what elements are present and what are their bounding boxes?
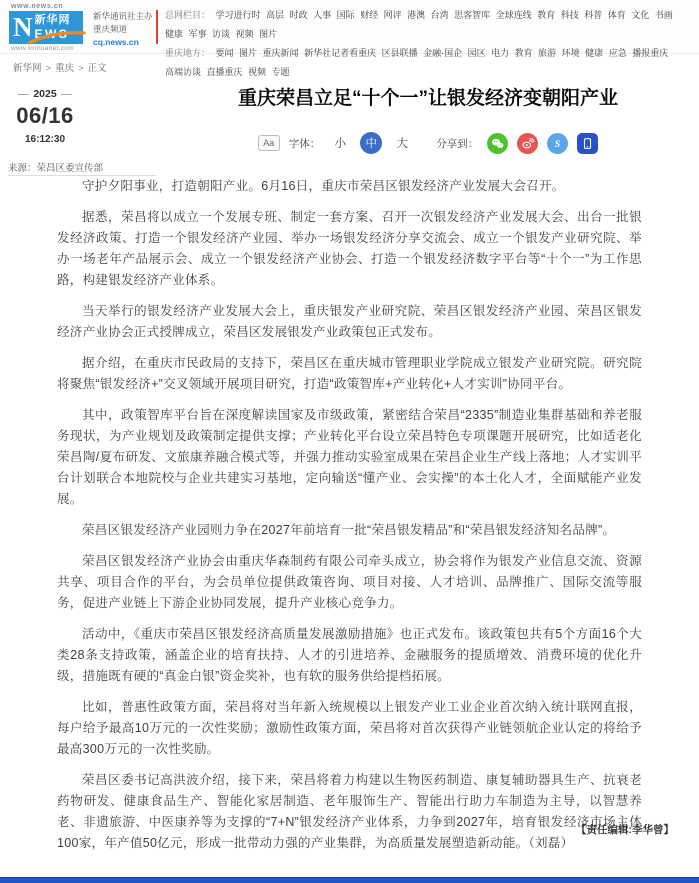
nav-link[interactable]: 图片 — [259, 29, 278, 39]
bottom-bar — [0, 877, 699, 883]
nav-link[interactable]: 新华社记者看重庆 — [304, 48, 377, 58]
nav-link[interactable]: 旅游 — [538, 48, 557, 58]
org-line2: 重庆频道 — [93, 24, 128, 34]
douyin-share-icon[interactable] — [547, 133, 568, 154]
nav-link[interactable]: 台湾 — [430, 10, 449, 20]
nav-link[interactable]: 高端访谈 — [165, 67, 202, 77]
nav-link[interactable]: 重庆新闻 — [262, 48, 299, 58]
publish-time: 16:12:30 — [24, 134, 66, 145]
nav-link[interactable]: 学习进行时 — [215, 10, 261, 20]
nav-link[interactable]: 访谈 — [212, 29, 231, 39]
logo-bottom-url: www.xinhuanet.com — [11, 45, 74, 52]
breadcrumb-home[interactable]: 新华网 — [13, 63, 42, 74]
nav-link[interactable]: 港澳 — [407, 10, 426, 20]
breadcrumb-separator: > — [45, 63, 52, 74]
nav-link[interactable]: 金融·国企 — [423, 48, 463, 58]
weibo-share-icon[interactable] — [517, 133, 538, 154]
nav-link[interactable]: 国际 — [336, 10, 355, 20]
nav-link[interactable]: 人事 — [313, 10, 332, 20]
nav-link[interactable]: 书画 — [654, 10, 673, 20]
font-size-icon[interactable]: Aa — [258, 135, 280, 151]
nav-link[interactable]: 教育 — [514, 48, 533, 58]
nav-link[interactable]: 电力 — [491, 48, 510, 58]
breadcrumb — [13, 60, 107, 74]
logo-top-url: www.news.cn — [11, 3, 64, 10]
article-paragraph: 荣昌区银发经济产业协会由重庆华森制药有限公司牵头成立，协会将作为银发产业信息交流、资源共享、项目合作的平台，为会员单位提供政策咨询、项目对接、人才培训、品牌推广、国际交流等服务，促进产业链上下游企业协同发展，提升产业核心竞争力。 — [57, 554, 642, 610]
nav-link[interactable]: 应急 — [608, 48, 627, 58]
nav-link[interactable]: 要闻 — [215, 48, 234, 58]
nav-link[interactable]: 图片 — [239, 48, 258, 58]
nav-link[interactable]: 直播重庆 — [206, 67, 243, 77]
article-paragraph: 其中，政策智库平台旨在深度解读国家及市级政策，紧密结合荣昌“2335”制造业集群基础和养老服务现状，为产业规划及政策制定提供支撑；产业转化平台设立荣昌特色专项课题开展研究，比如适老化荣昌陶/夏布研发、文旅康养融合模式等，并强力推动实验室成果在荣昌企业生产线上落地；人才实训平台计划联合本地院校与企业共建实习基地，定向输送“懂产业、会实操”的本土化人才，全面赋能产业发展。 — [57, 408, 642, 506]
nav-row-main — [165, 6, 693, 44]
svg-text:S: S — [555, 138, 561, 150]
nav-link[interactable]: 环境 — [561, 48, 580, 58]
article-paragraph: 活动中，《重庆市荣昌区银发经济高质量发展激励措施》也正式发布。该政策包共有5个方面16个大类28条支持政策，涵盖企业的培育扶持、人才的引进培养、金融服务的提质增效、消费环境的优化升级，措施既有硬的“真金白银”资金奖补，也有软的服务供给提档拓展。 — [57, 627, 642, 683]
article-paragraph: 荣昌区委书记高洪波介绍，接下来，荣昌将着力构建以生物医药制造、康复辅助器具生产、抗衰老药物研发、健康食品生产、智能化家居制造、老年服饰生产、智能出行助力车制造为主导，以智慧养老、非遗旅游、中医康养等为支撑的“7+N”银发经济产业体系，力争到2027年，培育银发经济市场主体100家，年产值50亿元，形成一批带动力强的产业集群，为高质量发展塑造新动能。（刘磊） — [57, 773, 642, 850]
top-navigation — [165, 6, 693, 82]
org-line1: 新华通讯社主办 — [93, 11, 153, 21]
nav-link[interactable]: 专题 — [271, 67, 290, 77]
logo-en-name: EWS — [34, 27, 70, 41]
editor-credit: 【责任编辑:李华曾】 — [576, 824, 674, 836]
nav-link[interactable]: 体育 — [607, 10, 626, 20]
nav-row-local — [165, 44, 693, 82]
article-body — [57, 176, 642, 864]
nav-row2-label: 重庆地方： — [165, 48, 211, 58]
nav-link[interactable]: 财经 — [360, 10, 379, 20]
nav-link[interactable]: 思客智库 — [454, 10, 491, 20]
article-paragraph: 比如，普惠性政策方面，荣昌将对当年新入统规模以上银发产业工业企业首次纳入统计联网直报，每户给予最高10万元的一次性奖励；激励性政策方面，荣昌将对首次获得产业链领航企业认定的将给予最高300万元的一次性奖励。 — [57, 700, 642, 756]
share-label: 分享到： — [436, 137, 479, 150]
article-toolbar — [170, 130, 686, 156]
nav-link[interactable]: 视频 — [248, 67, 267, 77]
article-paragraph: 守护夕阳事业，打造朝阳产业。6月16日，重庆市荣昌区银发经济产业发展大会召开。 — [82, 179, 565, 193]
nav-link[interactable]: 健康 — [165, 29, 184, 39]
nav-link[interactable]: 教育 — [537, 10, 556, 20]
nav-link[interactable]: 军事 — [188, 29, 207, 39]
font-size-medium-button[interactable]: 中 — [360, 132, 382, 154]
nav-link[interactable]: 播报重庆 — [632, 48, 669, 58]
breadcrumb-separator: > — [78, 63, 84, 74]
breadcrumb-current: 正文 — [87, 63, 107, 74]
breadcrumb-channel[interactable]: 重庆 — [55, 63, 75, 74]
article-meta — [10, 88, 80, 145]
article-paragraph: 据介绍，在重庆市民政局的支持下，荣昌区在重庆城市管理职业学院成立银发产业研究院。研究院将聚焦“银发经济+”交叉领域开展项目研究，打造“政策智库+产业转化+人才实训”协同平台。 — [57, 356, 642, 391]
font-size-large-button[interactable]: 大 — [396, 138, 408, 150]
org-info — [93, 10, 153, 49]
xinhuanet-logo[interactable] — [9, 11, 83, 44]
nav-link[interactable]: 时政 — [289, 10, 308, 20]
nav-link[interactable]: 区县联播 — [381, 48, 418, 58]
channel-url-link[interactable]: cq.news.cn — [93, 37, 139, 47]
mobile-share-icon[interactable] — [577, 133, 598, 154]
nav-link[interactable]: 健康 — [585, 48, 604, 58]
nav-link[interactable]: 园区 — [467, 48, 486, 58]
nav-link[interactable]: 全球连线 — [495, 10, 532, 20]
article-source: 来源：荣昌区委宣传部 — [8, 163, 104, 174]
article-title: 重庆荣昌立足“十个一”让银发经济变朝阳产业 — [237, 88, 618, 109]
article-paragraph: 据悉，荣昌将以成立一个发展专班、制定一套方案、召开一次银发经济产业发展大会、出台一批银发经济政策、打造一个银发经济产业园、举办一场银发经济分享交流会、成立一个银发产业研究院、举办一场老年产品展示会、成立一个银发经济产业协会、打造一个银发经济数字平台等“十个一”为工作思路，构建银发经济产业体系。 — [57, 210, 642, 287]
header-divider — [156, 10, 158, 44]
logo-n-letter: N — [13, 12, 33, 42]
font-size-small-button[interactable]: 小 — [334, 138, 346, 150]
logo-cn-name: 新华网 — [34, 14, 71, 26]
nav-link[interactable]: 高层 — [266, 10, 285, 20]
nav-link[interactable]: 网评 — [383, 10, 402, 20]
nav-row1-label: 总网栏目： — [165, 10, 211, 20]
nav-link[interactable]: 视频 — [235, 29, 254, 39]
nav-link[interactable]: 科普 — [584, 10, 603, 20]
font-size-label: 字体： — [288, 137, 321, 150]
publish-date: 06/16 — [16, 103, 74, 128]
nav-link[interactable]: 文化 — [631, 10, 650, 20]
publish-year: 2025 — [10, 88, 80, 100]
wechat-share-icon[interactable] — [487, 133, 508, 154]
article-paragraph: 荣昌区银发经济产业园则力争在2027年前培育一批“荣昌银发精品”和“荣昌银发经济知名品牌”。 — [82, 523, 616, 537]
nav-link[interactable]: 科技 — [560, 10, 579, 20]
article-paragraph: 当天举行的银发经济产业发展大会上，重庆银发产业研究院、荣昌区银发经济产业园、荣昌区银发经济产业协会正式授牌成立，荣昌区发展银发产业政策包正式发布。 — [57, 304, 642, 339]
